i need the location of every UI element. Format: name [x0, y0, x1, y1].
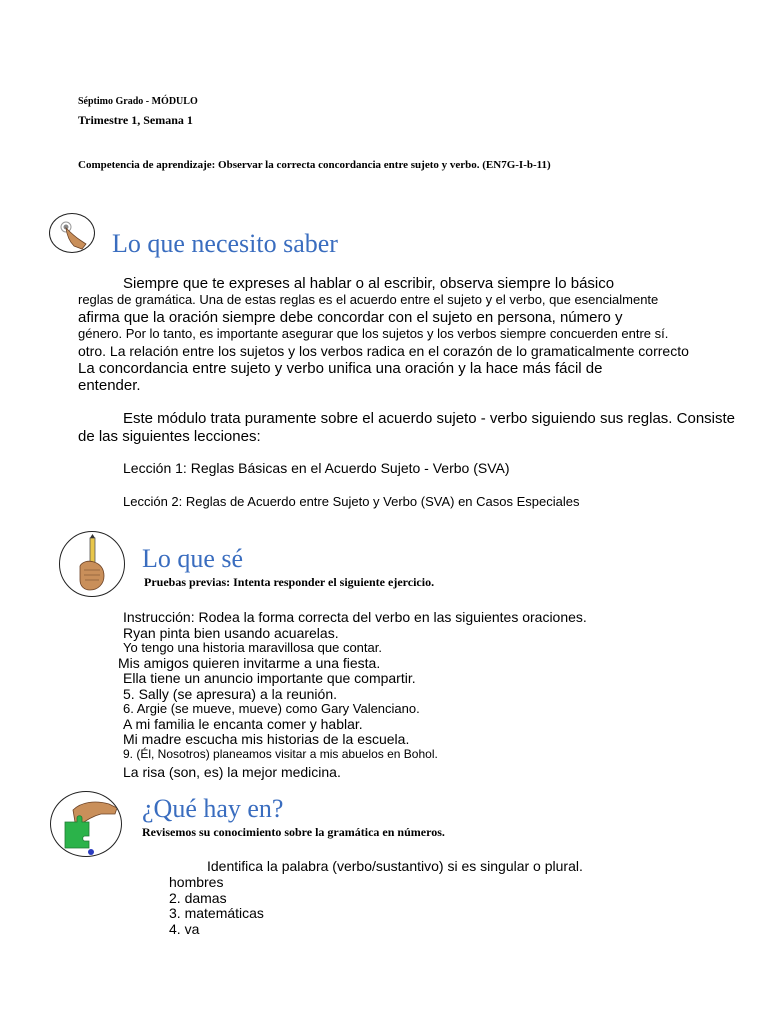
exercise-line: 4. va	[169, 921, 200, 937]
paragraph-line: Siempre que te expreses al hablar o al escribir, observa siempre lo básico	[123, 275, 615, 292]
exercise-line: 3. matemáticas	[169, 905, 264, 921]
paragraph-line: reglas de gramática. Una de estas reglas es el acuerdo entre el sujeto y el verbo, que esencialmente	[78, 292, 659, 307]
paragraph-line: de las siguientes lecciones:	[78, 428, 261, 445]
grade-label: Séptimo Grado - MÓDULO	[78, 96, 198, 107]
section-title-whats-in: ¿Qué hay en?	[142, 794, 284, 823]
lesson-item: Lección 2: Reglas de Acuerdo entre Sujeto y Verbo (SVA) en Casos Especiales	[123, 494, 580, 509]
exercise-line: 9. (Él, Nosotros) planeamos visitar a mis abuelos en Bohol.	[123, 747, 438, 761]
paragraph-line: La concordancia entre sujeto y verbo unifica una oración y la hace más fácil de	[78, 360, 603, 377]
term-label: Trimestre 1, Semana 1	[78, 113, 193, 127]
exercise-line: 2. damas	[169, 890, 227, 906]
paragraph-line: otro. La relación entre los sujetos y los verbos radica en el corazón de lo gramaticalmente correcto	[78, 343, 689, 359]
exercise-line: Identifica la palabra (verbo/sustantivo) si es singular o plural.	[207, 858, 583, 874]
section-subtitle: Revisemos su conocimiento sobre la gramática en números.	[142, 825, 445, 839]
paragraph-line: género. Por lo tanto, es importante asegurar que los sujetos y los verbos siempre concuerden entre sí.	[78, 326, 669, 341]
exercise-line: A mi familia le encanta comer y hablar.	[123, 716, 363, 732]
paragraph-line: entender.	[78, 377, 141, 394]
exercise-line: La risa (son, es) la mejor medicina.	[123, 764, 341, 780]
exercise-line: 6. Argie (se mueve, mueve) como Gary Valenciano.	[123, 701, 420, 716]
exercise-line: Mi madre escucha mis historias de la escuela.	[123, 731, 410, 747]
pointing-hand-icon	[49, 213, 95, 253]
hand-puzzle-piece-icon	[50, 791, 122, 857]
competency-label: Competencia de aprendizaje: Observar la correcta concordancia entre sujeto y verbo. (EN7G-I-b-11)	[78, 159, 551, 171]
exercise-line: hombres	[169, 874, 224, 890]
exercise-line: 5. Sally (se apresura) a la reunión.	[123, 686, 337, 702]
paragraph-line: Este módulo trata puramente sobre el acuerdo sujeto - verbo siguiendo sus reglas. Consiste	[123, 410, 736, 427]
section-title-what-i-know: Lo que sé	[142, 544, 244, 573]
lesson-item: Lección 1: Reglas Básicas en el Acuerdo Sujeto - Verbo (SVA)	[123, 460, 510, 476]
exercise-line: Yo tengo una historia maravillosa que contar.	[123, 640, 382, 655]
exercise-line: Ella tiene un anuncio importante que compartir.	[123, 670, 416, 686]
section-subtitle: Pruebas previas: Intenta responder el siguiente ejercicio.	[144, 575, 435, 589]
exercise-line: Ryan pinta bien usando acuarelas.	[123, 625, 339, 641]
exercise-line: Instrucción: Rodea la forma correcta del verbo en las siguientes oraciones.	[123, 609, 587, 625]
exercise-line: Mis amigos quieren invitarme a una fiesta.	[118, 655, 381, 671]
hand-holding-pencil-icon	[59, 531, 125, 597]
paragraph-line: afirma que la oración siempre debe concordar con el sujeto en persona, número y	[78, 309, 623, 326]
section-title-need-to-know: Lo que necesito saber	[112, 229, 338, 258]
